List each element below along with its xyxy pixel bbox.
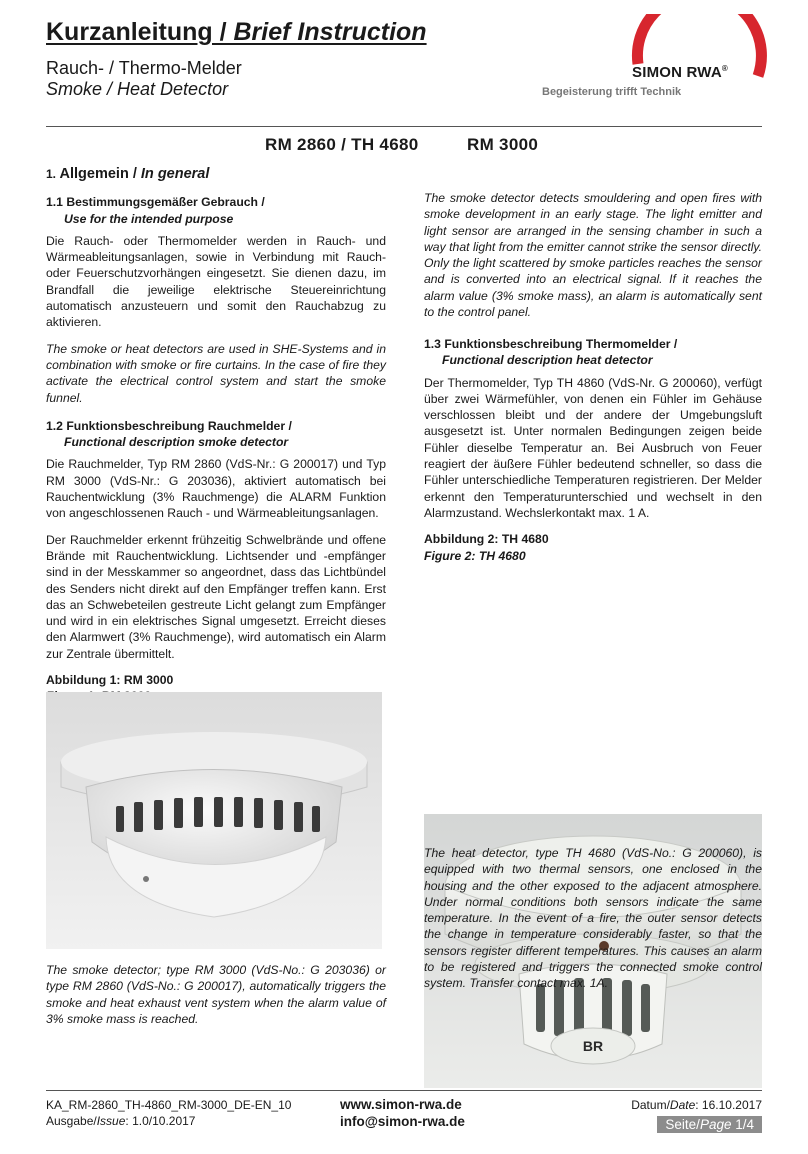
- section-1-3-body-de: Der Thermomelder, Typ TH 4860 (VdS-Nr. G 200060), verfügt über zwei Wärmefühler, von denen ein Fühler im Gehäuse verschlossen bleibt und der andere der Umgebungsluft ausgesetzt ist. Unter normalen Bedingungen zeigen beide Fühler dieselbe Temperatur an. Bei Ausbruch von Feuer reagiert der äußere Fühler bedeutend schneller, so dass die Fühler unterschiedliche Temperaturen registrieren. Der Melder erkennt den Temperaturunterschied und wechselt in den Alarmzustand. Wechslerkontakt max. 1 A.: [424, 375, 762, 520]
- figure-2-description: The heat detector, type TH 4680 (VdS-No.: G 200060), is equipped with two thermal sensors, one enclosed in the housing and the other exposed to the adjacent atmosphere. Under normal conditions both sensors indicate the same temperature. In the event of a fire, the outer sensor detects the change in temperature considerably faster, so that the sensors register different temperatures. This causes an alarm to be registered and triggers the connected smoke control system. Transfer contact max. 1A.: [424, 846, 762, 991]
- section-1-heading: 1. Allgemein / In general: [46, 166, 210, 182]
- footer-email-link[interactable]: info@simon-rwa.de: [340, 1114, 465, 1129]
- footer-issue: Ausgabe/Issue: 1.0/10.2017: [46, 1114, 196, 1128]
- section-1-2-heading: 1.2 Funktionsbeschreibung Rauchmelder / Functional description smoke detector: [46, 418, 292, 450]
- section-1-1-body-en: The smoke or heat detectors are used in SHE-Systems and in combination with smoke or fire curtains. In the case of fire they activate the electrical control system and start the smoke funnel.: [46, 341, 386, 405]
- header-divider: [46, 126, 762, 127]
- brand-registered: ®: [721, 64, 728, 73]
- subtitle-en: Smoke / Heat Detector: [46, 79, 229, 99]
- right-column: [424, 336, 762, 572]
- footer-website-link[interactable]: www.simon-rwa.de: [340, 1097, 462, 1112]
- section-1-1-body-de: Die Rauch- oder Thermomelder werden in Rauch- und Wärmeableitungsanlagen, sowie in Verbindung mit Rauch- oder Feuerschutzvorhängen eingesetzt. Sie dienen dazu, im Brandfall die jeweilige elektrische Steuereinrichtung automatisch anzusteuern und somit den Rauchabzug zu aktivieren.: [46, 233, 386, 330]
- models-left: RM 2860 / TH 4680: [265, 135, 419, 154]
- figure-1-image: [46, 692, 382, 949]
- smoke-detector-illustration: [46, 692, 382, 949]
- footer-date: Datum/Date: 16.10.2017: [631, 1098, 762, 1112]
- section-1-2-body-de-1: Die Rauchmelder, Typ RM 2860 (VdS-Nr.: G 200017) und Typ RM 3000 (VdS-Nr.: G 203036), aktiviert automatisch bei Rauchentwicklung (3% Rauchmenge) die ALARM Funktion von angeschlossenen Rauch - und Wärmeableitungsanlagen.: [46, 457, 386, 521]
- brand-slogan: Begeisterung trifft Technik: [542, 86, 682, 98]
- document-subtitle: [46, 58, 242, 100]
- simon-rwa-logo: [530, 14, 770, 104]
- section-1-2-body-en: The smoke detector detects smouldering and open fires with smoke development in an early stage. The light emitter and light sensor are arranged in the sensing chamber in such a way that light from the emitter cannot strike the sensor directly. Only the light scattered by smoke particles reaches the sensor and is converted into an electrical signal. If it reaches the alarm value (3% smoke mass), an alarm is automatically sent to the control panel.: [424, 191, 762, 320]
- footer-doc-id: KA_RM-2860_TH-4860_RM-3000_DE-EN_10: [46, 1098, 292, 1112]
- models-right: RM 3000: [467, 135, 539, 154]
- page-title: Kurzanleitung / Brief Instruction: [46, 18, 427, 46]
- section-1-2-body-de-2: Der Rauchmelder erkennt frühzeitig Schwelbrände und offene Brände mit Rauchentwicklung. Lichtsender und -empfänger sind in der Messkammer so angeordnet, dass das Lichtbündel des Senders nicht direkt auf den Empfänger treffen kann. Erst das an Schwebeteilen gestreute Licht gelangt zum Empfänger und wird in ein elektrisches Signal umgesetzt. Erreicht dieses den Alarmwert (3% Rauchmenge), wird automatisch ein Alarm zur Zentrale übermittelt.: [46, 532, 386, 661]
- brand-name: SIMON RWA: [632, 64, 722, 81]
- figure-2-label: BR: [582, 1038, 604, 1054]
- subtitle-de: Rauch- / Thermo-Melder: [46, 58, 242, 78]
- footer-divider: [46, 1090, 762, 1091]
- figure-1-description: The smoke detector; type RM 3000 (VdS-No.: G 203036) or type RM 2860 (VdS-No.: G 200017), automatically triggers the smoke and heat exhaust vent system when the alarm value of 3% smoke mass is reached.: [46, 963, 386, 1026]
- section-1-3-heading: 1.3 Funktionsbeschreibung Thermomelder / Functional description heat detector: [424, 337, 678, 368]
- figure-2-caption: Abbildung 2: TH 4680 Figure 2: TH 4680: [424, 532, 549, 563]
- figure-1-caption: Abbildung 1: RM 3000: [46, 673, 174, 688]
- footer-left: [46, 1097, 291, 1129]
- section-1-1-heading: 1.1 Bestimmungsgemäßer Gebrauch / Use for the intended purpose: [46, 195, 265, 226]
- page-number-badge: Seite/Page 1/4: [657, 1116, 762, 1133]
- footer-center: [340, 1096, 465, 1130]
- left-column: [46, 166, 386, 713]
